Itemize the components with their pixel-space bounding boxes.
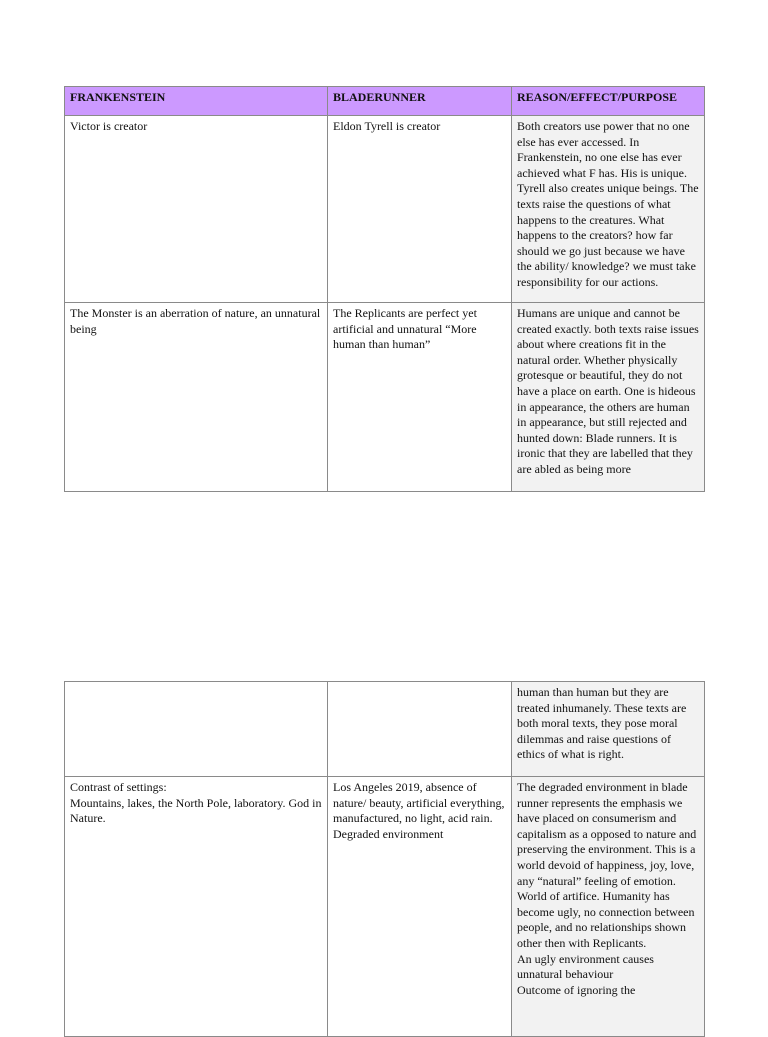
table-row xyxy=(65,682,705,777)
table-row xyxy=(65,303,705,492)
header-bladerunner: BLADERUNNER xyxy=(328,87,512,116)
reason-cell: human than human but they are treated inhumanely. These texts are both moral texts, they pose moral dilemmas and raise questions of ethics of what is right. xyxy=(512,682,705,777)
table-row xyxy=(65,777,705,1037)
reason-cell: Humans are unique and cannot be created exactly. both texts raise issues about where creations fit in the natural order. Whether physically grotesque or beautiful, they do not have a place on earth. One is hideous in appearance, the others are human in appearance, but still rejected and hunted down: Blade runners. It is ironic that they are labelled that they are abled as being more xyxy=(512,303,705,492)
reason-cell: Both creators use power that no one else has ever accessed. In Frankenstein, no one else has ever achieved what F has. His is unique. Tyrell also creates unique beings. The texts raise the questions of what happens to the creatures. What happens to the creators? how far should we go just because we have the ability/ knowledge? we must take responsibility for our actions. xyxy=(512,116,705,303)
bladerunner-cell xyxy=(328,682,512,777)
header-reason-effect-purpose: REASON/EFFECT/PURPOSE xyxy=(512,87,705,116)
table-header-row xyxy=(65,87,705,116)
frankenstein-cell xyxy=(65,682,328,777)
table-row xyxy=(65,116,705,303)
header-frankenstein: FRANKENSTEIN xyxy=(65,87,328,116)
bladerunner-cell: Eldon Tyrell is creator xyxy=(328,116,512,303)
comparison-table-page-1 xyxy=(64,86,705,492)
frankenstein-cell: Contrast of settings: Mountains, lakes, the North Pole, laboratory. God in Nature. xyxy=(65,777,328,1037)
frankenstein-cell: Victor is creator xyxy=(65,116,328,303)
bladerunner-cell: The Replicants are perfect yet artificial and unnatural “More human than human” xyxy=(328,303,512,492)
frankenstein-cell: The Monster is an aberration of nature, an unnatural being xyxy=(65,303,328,492)
bladerunner-cell: Los Angeles 2019, absence of nature/ beauty, artificial everything, manufactured, no light, acid rain. Degraded environment xyxy=(328,777,512,1037)
reason-cell: The degraded environment in blade runner represents the emphasis we have placed on consumerism and capitalism as a opposed to nature and preserving the environment. This is a world devoid of happiness, joy, love, any “natural” feeling of emotion. World of artifice. Humanity has become ugly, no connection between people, and no relationships shown other then with Replicants. An ugly environment causes unnatural behaviour Outcome of ignoring the xyxy=(512,777,705,1037)
comparison-table-page-2 xyxy=(64,681,705,1037)
